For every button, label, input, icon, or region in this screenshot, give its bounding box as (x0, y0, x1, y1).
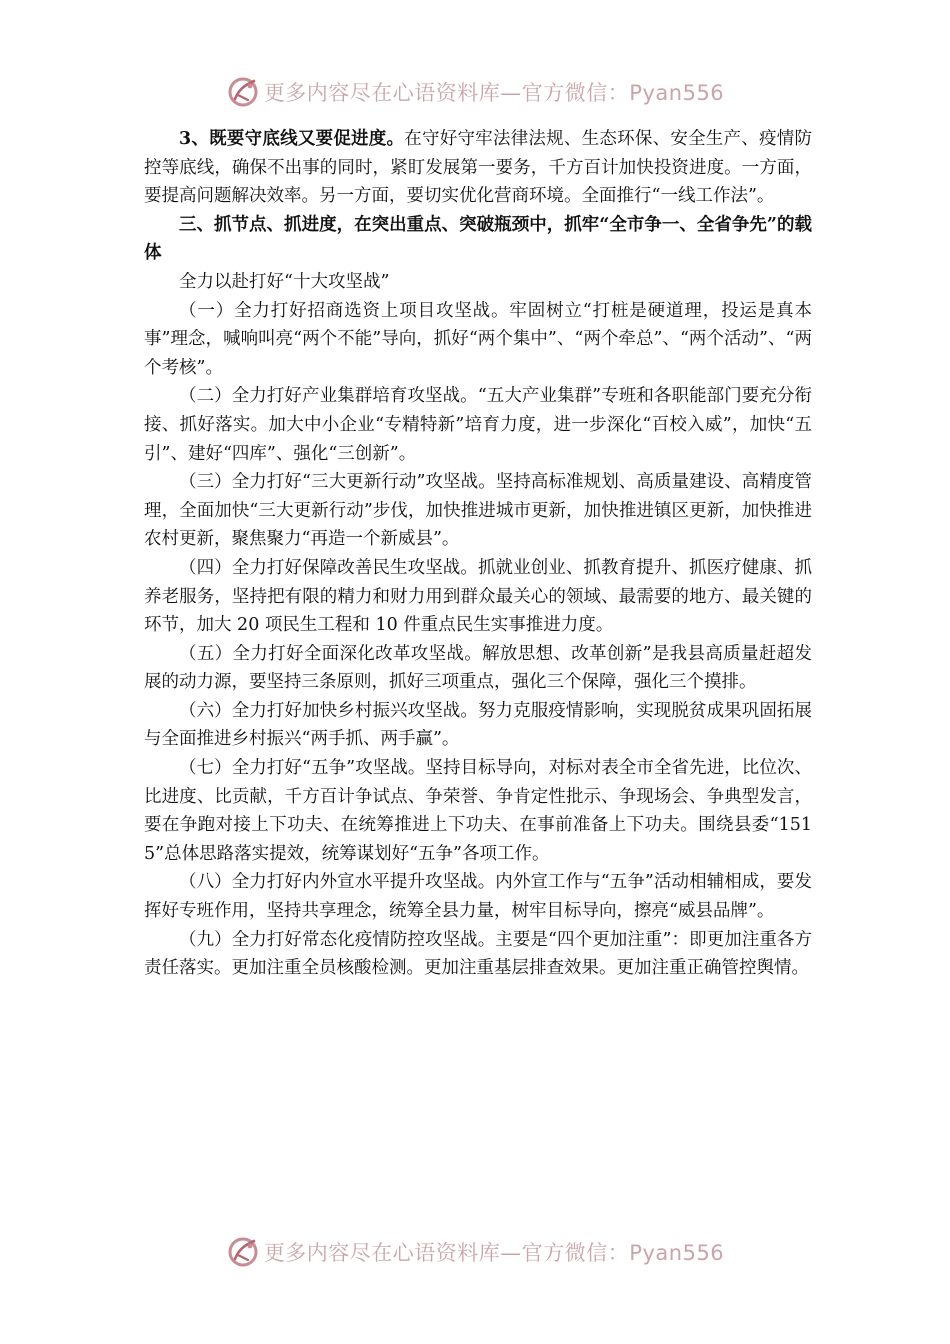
logo-icon (226, 75, 260, 109)
section-intro: 全力以赴打好“十大攻坚战” (179, 271, 390, 292)
watermark-text: 更多内容尽在心语资料库—官方微信：Pyan556 (263, 1241, 725, 1265)
paragraph-item-6: （六）全力打好加快乡村振兴攻坚战。努力克服疫情影响，实现脱贫成果巩固拓展与全面推进乡村振兴“两手抓、两手赢”。 (144, 700, 812, 750)
footer-watermark (0, 1232, 950, 1272)
paragraph-item-5: （五）全力打好全面深化改革攻坚战。解放思想、改革创新”是我县高质量赶超发展的动力源，要坚持三条原则，抓好三项重点，强化三个保障，强化三个摸排。 (144, 643, 812, 693)
watermark-text: 更多内容尽在心语资料库—官方微信：Pyan556 (263, 81, 725, 105)
paragraph-item-3: （三）全力打好“三大更新行动”攻坚战。坚持高标准规划、高质量建设、高精度管理，全面加快“三大更新行动”步伐，加快推进城市更新，加快推进镇区更新，加快推进农村更新，聚焦聚力“再造一个新威县”。 (144, 472, 812, 550)
paragraph-item-7: （七）全力打好“五争”攻坚战。坚持目标导向，对标对表全市全省先进，比位次、比进度、比贡献，千方百计争试点、争荣誉、争肯定性批示、争现场会、争典型发言，要在争跑对接上下功夫、在统筹推进上下功夫、在事前准备上下功夫。围绕县委“1515”总体思路落实提效，统筹谋划好“五争”各项工作。 (144, 758, 812, 864)
logo-icon (226, 1235, 260, 1269)
paragraph-3 (144, 125, 812, 211)
paragraph-text: 在守好守牢法律法规、生态环保、安全生产、疫情防控等底线，确保不出事的同时，紧盯发展第一要务，千方百计加快投资进度。一方面，要提高问题解决效率。另一方面，要切实优化营商环境。全面推行“一线工作法”。 (144, 129, 812, 207)
document-body (144, 125, 812, 983)
paragraph-lead: 3、既要守底线又要促进度。 (179, 129, 405, 149)
section-heading: 三、抓节点、抓进度，在突出重点、突破瓶颈中，抓牢“全市争一、全省争先”的载体 (144, 214, 812, 264)
paragraph-item-1: （一）全力打好招商选资上项目攻坚战。牢固树立“打桩是硬道理，投运是真本事”理念，喊响叫亮“两个不能”导向，抓好“两个集中”、“两个牵总”、“两个活动”、“两个考核”。 (144, 300, 812, 378)
paragraph-item-4: （四）全力打好保障改善民生攻坚战。抓就业创业、抓教育提升、抓医疗健康、抓养老服务，坚持把有限的精力和财力用到群众最关心的领域、最需要的地方、最关键的环节，加大 20 项民生工程和 10 件重点民生实事推进力度。 (144, 557, 812, 636)
paragraph-item-8: （八）全力打好内外宣水平提升攻坚战。内外宣工作与“五争”活动相辅相成，要发挥好专班作用，坚持共享理念，统筹全县力量，树牢目标导向，擦亮“威县品牌”。 (144, 872, 812, 922)
paragraph-item-9: （九）全力打好常态化疫情防控攻坚战。主要是“四个更加注重”：即更加注重各方责任落实。更加注重全员核酸检测。更加注重基层排查效果。更加注重正确管控舆情。 (144, 929, 812, 979)
header-watermark (0, 72, 950, 112)
paragraph-item-2: （二）全力打好产业集群培育攻坚战。“五大产业集群”专班和各职能部门要充分衔接、抓好落实。加大中小企业“专精特新”培育力度，进一步深化“百校入威”，加快“五引”、建好“四库”、强化“三创新”。 (144, 386, 812, 464)
